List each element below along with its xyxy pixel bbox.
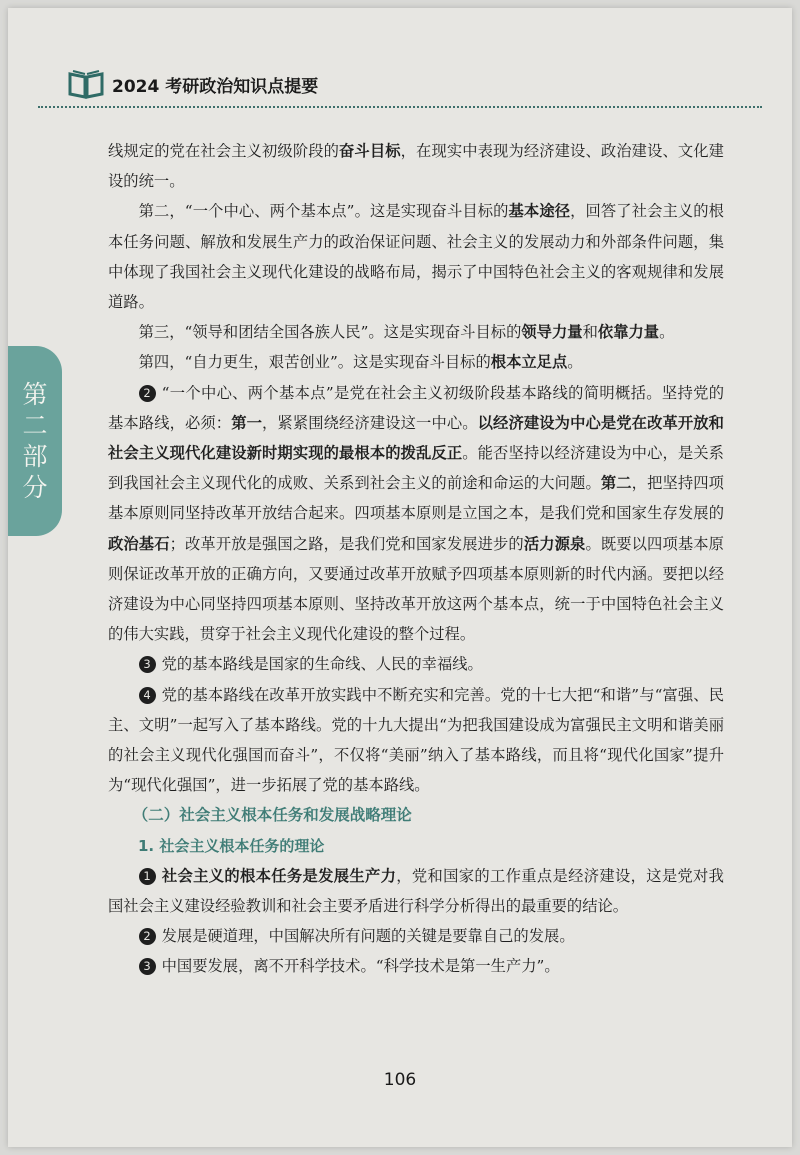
open-book-icon <box>68 69 104 99</box>
circled-number: 3 <box>139 656 156 673</box>
book-page <box>8 8 792 1147</box>
numbered-paragraph: 3 中国要发展，离不开科学技术。“科学技术是第一生产力”。 <box>108 951 724 981</box>
paragraph: 线规定的党在社会主义初级阶段的奋斗目标，在现实中表现为经济建设、政治建设、文化建设的统一。 <box>108 142 724 191</box>
part-tab-char: 分 <box>22 473 48 503</box>
part-tab <box>8 346 62 536</box>
circled-number: 2 <box>139 928 156 945</box>
subsection-heading: 1. 社会主义根本任务的理论 <box>138 836 325 855</box>
part-tab-char: 部 <box>22 442 48 471</box>
circled-number: 3 <box>139 958 156 975</box>
part-tab-char: 二 <box>22 410 48 440</box>
numbered-paragraph: 2 “一个中心、两个基本点”是党在社会主义初级阶段基本路线的简明概括。坚持党的基本路线，必须：第一，紧紧围绕经济建设这一中心。以经济建设为中心是党在改革开放和社会主义现代化建设新时期实现的最根本的拨乱反正。能否坚持以经济建设为中心，是关系到我国社会主义现代化的成败、关系到社会主义的前途和命运的大问题。第二，把坚持四项基本原则同坚持改革开放结合起来。四项基本原则是立国之本，是我们党和国家生存发展的政治基石；改革开放是强国之路，是我们党和国家发展进步的活力源泉。既要以四项基本原则保证改革开放的正确方向，又要通过改革开放赋予四项基本原则新的时代内涵。要把以经济建设为中心同坚持四项基本原则、坚持改革开放这两个基本点，统一于中国特色社会主义的伟大实践，贯穿于社会主义现代化建设的整个过程。 <box>108 383 724 644</box>
paragraph: 第四，“自力更生，艰苦创业”。这是实现奋斗目标的根本立足点。 <box>138 353 583 372</box>
numbered-paragraph: 3 党的基本路线是国家的生命线、人民的幸福线。 <box>108 649 724 679</box>
part-tab-char: 第 <box>22 379 48 409</box>
page-number: 106 <box>383 1070 417 1090</box>
paragraph: 第三，“领导和团结全国各族人民”。这是实现奋斗目标的领导力量和依靠力量。 <box>138 323 675 342</box>
numbered-paragraph: 2 发展是硬道理，中国解决所有问题的关键是要靠自己的发展。 <box>108 921 724 951</box>
body-text <box>108 136 724 982</box>
circled-number: 4 <box>139 687 156 704</box>
numbered-paragraph: 4 党的基本路线在改革开放实践中不断充实和完善。党的十七大把“和谐”与“富强、民主、文明”一起写入了基本路线。党的十九大提出“为把我国建设成为富强民主文明和谐美丽的社会主义现代化强国而奋斗”，不仅将“美丽”纳入了基本路线，而且将“现代化国家”提升为“现代化强国”，进一步拓展了党的基本路线。 <box>108 685 724 795</box>
header-divider <box>38 106 762 108</box>
circled-number: 2 <box>139 385 156 402</box>
header-title: 2024 考研政治知识点提要 <box>112 76 319 97</box>
circled-number: 1 <box>139 868 156 885</box>
numbered-paragraph: 1 社会主义的根本任务是发展生产力，党和国家的工作重点是经济建设，这是党对我国社会主义建设经验教训和社会主要矛盾进行科学分析得出的最重要的结论。 <box>108 866 724 916</box>
section-heading: （二）社会主义根本任务和发展战略理论 <box>132 806 412 825</box>
paragraph: 第二，“一个中心、两个基本点”。这是实现奋斗目标的基本途径，回答了社会主义的根本任务问题、解放和发展生产力的政治保证问题、社会主义的发展动力和外部条件问题，集中体现了我国社会主义现代化建设的战略布局，揭示了中国特色社会主义的客观规律和发展道路。 <box>108 202 724 312</box>
page-header <box>68 64 748 104</box>
